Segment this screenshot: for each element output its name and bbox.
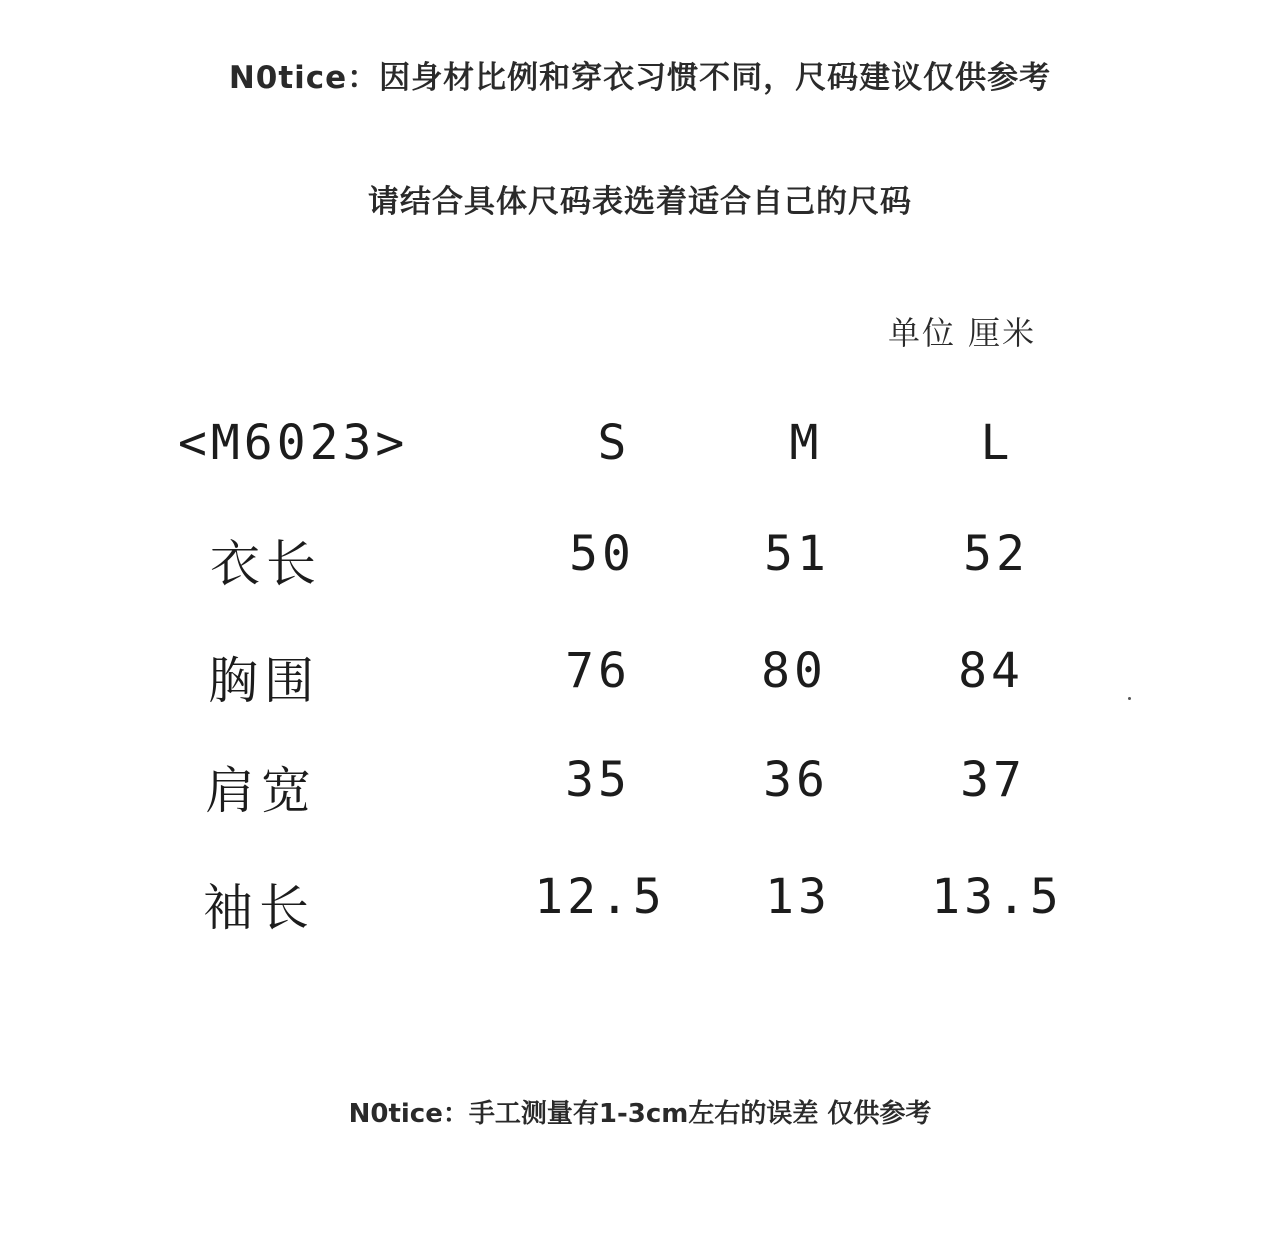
row-label: 胸围 (208, 652, 320, 710)
model-number: <M6023> (178, 415, 409, 471)
notice-top: N0tice：因身材比例和穿衣习惯不同，尺码建议仅供参考 (228, 60, 1052, 96)
subtitle: 请结合具体尺码表选着适合自己的尺码 (368, 184, 912, 220)
row-value-m: 36 (763, 752, 829, 808)
unit-label: 单位 厘米 (888, 314, 1037, 352)
speck-dot (1128, 697, 1131, 700)
row-value-l: 37 (960, 752, 1026, 808)
row-value-l: 13.5 (931, 869, 1063, 925)
row-value-s: 12.5 (534, 869, 666, 925)
row-value-m: 51 (764, 526, 830, 582)
row-value-l: 84 (958, 643, 1024, 699)
notice-bottom: N0tice：手工测量有1-3cm左右的误差 仅供参考 (348, 1099, 932, 1129)
size-header-m: M (789, 415, 819, 471)
row-value-s: 50 (569, 526, 635, 582)
row-label: 袖长 (203, 879, 315, 937)
size-header-l: L (980, 415, 1010, 471)
row-label: 肩宽 (205, 762, 317, 820)
row-value-s: 35 (565, 752, 631, 808)
row-value-m: 80 (761, 643, 827, 699)
row-value-l: 52 (963, 526, 1029, 582)
row-label: 衣长 (210, 535, 322, 593)
size-header-s: S (597, 415, 627, 471)
row-value-s: 76 (565, 643, 631, 699)
row-value-m: 13 (765, 869, 831, 925)
